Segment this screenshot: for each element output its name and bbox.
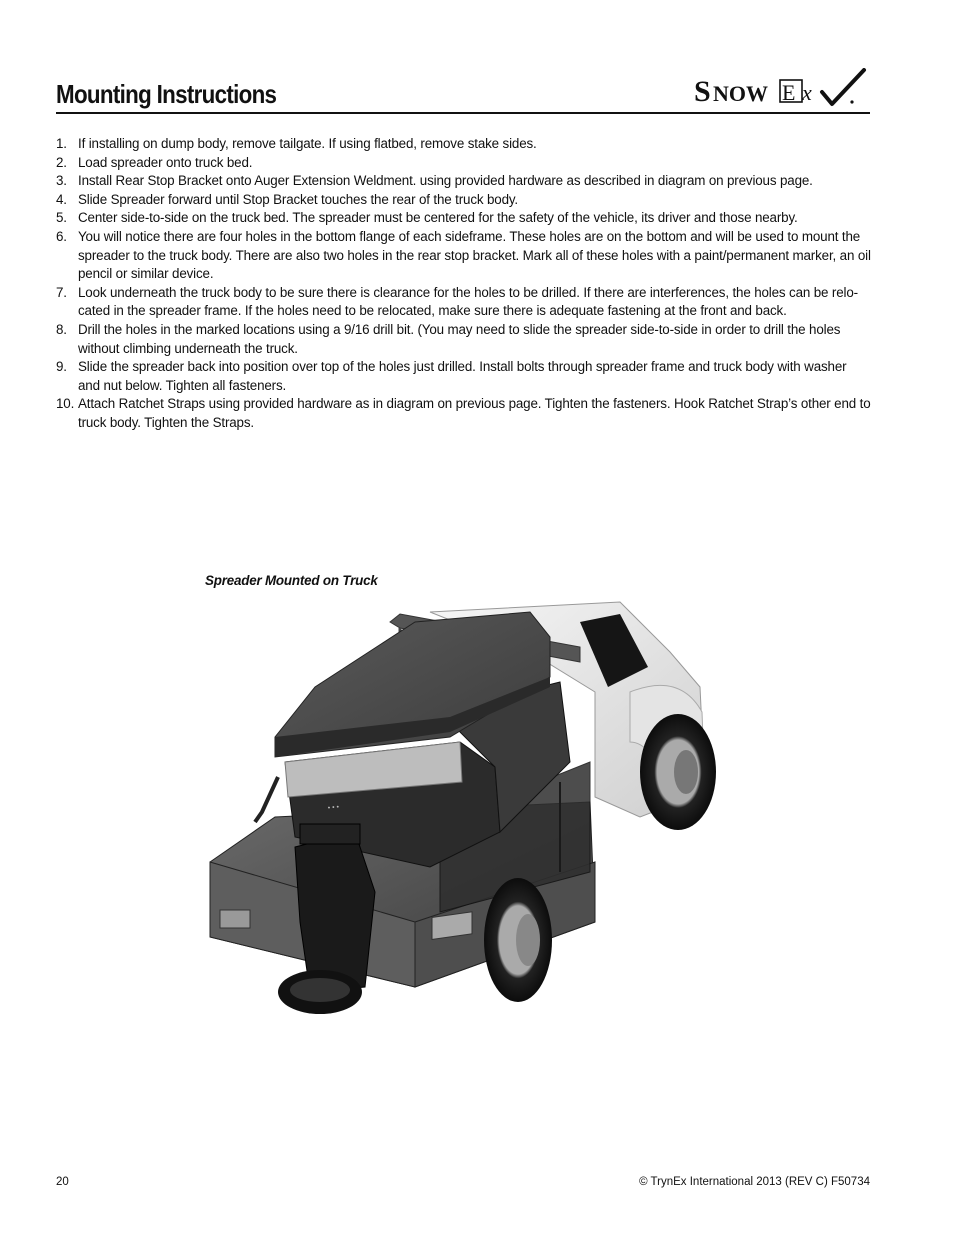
step-text: If installing on dump body, remove tailgate. If using flatbed, remove stake sides.	[78, 136, 537, 151]
step-text: Attach Ratchet Straps using provided hardware as in diagram on previous page. Tighten the fasteners. Hook Ratchet Strap’s other end to truck body. Tighten the Straps.	[78, 396, 871, 430]
mounting-steps-list	[56, 135, 871, 433]
step-number: 4.	[56, 191, 67, 207]
step-text: Slide Spreader forward until Stop Bracket touches the rear of the truck body.	[78, 191, 519, 207]
step-number: 5.	[56, 210, 67, 226]
ratchet-strap	[255, 777, 278, 822]
step-number: 1.	[56, 136, 67, 151]
step-text: You will notice there are four holes in the bottom flange of each sideframe. These holes are on the bottom and will be used to mount the spreader to the truck body. There are also two holes in the rear stop bracket. Mark all of these holes with a paint/permanent marker, an oil pencil or similar device.	[78, 228, 871, 282]
step-text: Load spreader onto truck bed.	[78, 154, 253, 170]
step-item	[56, 172, 871, 191]
page-number: 20	[56, 1176, 69, 1188]
step-item	[56, 358, 871, 395]
figure-caption: Spreader Mounted on Truck	[205, 573, 378, 588]
step-number: 9.	[56, 359, 67, 375]
step-item	[56, 228, 871, 284]
step-text: Drill the holes in the marked locations using a 9/16 drill bit. (You may need to slide the spreader side-to-side in order to drill the holes without climbing underneath the truck.	[78, 321, 841, 356]
step-text: Look underneath the truck body to be sure there is clearance for the holes to be drilled. If there are interferences, the holes can be relo- cated in the spreader frame. If the holes need to be relocated, make sure there is adequate fastening at the front and back.	[78, 284, 858, 319]
step-item	[56, 209, 871, 228]
step-text: Slide the spreader back into position over top of the holes just drilled. Install bolts through spreader frame and truck body with washer and nut below. Tighten all fasteners.	[78, 359, 847, 393]
svg-text:x: x	[802, 80, 812, 105]
step-item	[56, 154, 871, 173]
page-header	[56, 66, 870, 114]
step-text: Center side-to-side on the truck bed. The spreader must be centered for the safety of the vehicle, its driver and those nearby.	[78, 210, 798, 226]
copyright-notice: © TrynEx International 2013 (REV C) F50734	[639, 1176, 870, 1188]
svg-text:S: S	[694, 75, 711, 108]
step-number: 2.	[56, 154, 67, 170]
step-text: Install Rear Stop Bracket onto Auger Extension Weldment. using provided hardware as described in diagram on previous page.	[78, 173, 813, 189]
svg-text:• • •: • • •	[327, 803, 340, 812]
step-item	[56, 321, 871, 358]
truck-spreader-illustration	[200, 592, 720, 1024]
tail-light-icon	[220, 910, 250, 928]
step-item	[56, 284, 871, 321]
svg-text:E: E	[782, 80, 796, 105]
spinner-chute	[295, 832, 375, 992]
step-item	[56, 135, 871, 154]
step-number: 8.	[56, 321, 67, 337]
page-title: Mounting Instructions	[56, 79, 277, 109]
step-item	[56, 191, 871, 210]
step-item	[56, 395, 871, 432]
step-number: 6.	[56, 228, 67, 244]
step-number: 3.	[56, 173, 67, 189]
step-number: 7.	[56, 284, 67, 300]
step-number: 10.	[56, 396, 75, 412]
svg-text:NOW: NOW	[713, 81, 768, 106]
snowex-logo	[694, 68, 870, 108]
